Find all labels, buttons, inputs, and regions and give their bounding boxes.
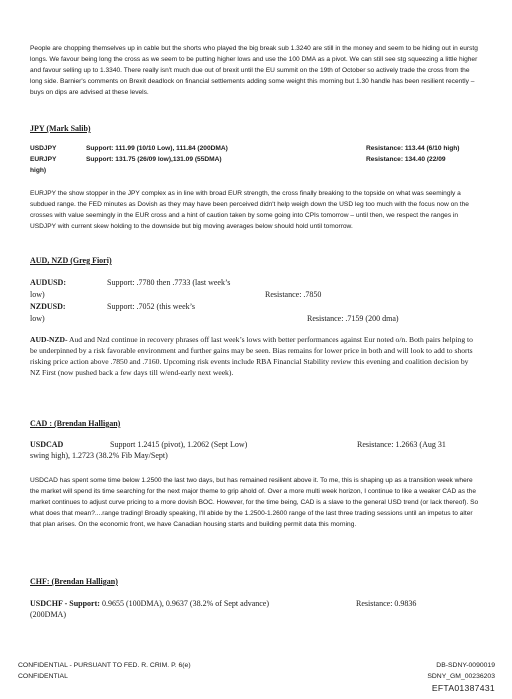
audusd-resistance: Resistance: .7850 bbox=[265, 290, 322, 299]
usdchf-support-wrap: (200DMA) bbox=[30, 610, 66, 619]
usdjpy-support: Support: 111.99 (10/10 Low), 111.84 (200DMA) bbox=[86, 145, 228, 152]
nzdusd-pair-label: NZDUSD: bbox=[30, 302, 66, 311]
footer-bates-sdny: SDNY_GM_00236203 bbox=[427, 673, 495, 680]
usdchf-pair-label: USDCHF - Support: bbox=[30, 599, 100, 608]
nzdusd-support-wrap: low) bbox=[30, 314, 45, 323]
usdcad-support: Support 1.2415 (pivot), 1.2062 (Sept Low) bbox=[110, 440, 248, 449]
usdcad-pair-label: USDCAD bbox=[30, 440, 64, 449]
usdchf-support: 0.9655 (100DMA), 0.9637 (38.2% of Sept advance) bbox=[99, 599, 270, 608]
chf-section-header: CHF: (Brendan Halligan) bbox=[30, 577, 118, 586]
audusd-support: Support: .7780 then .7733 (last week’s bbox=[107, 278, 231, 287]
usdchf-support-line bbox=[30, 599, 269, 608]
intro-paragraph: People are chopping themselves up in cable but the shorts who played the big break sub 1.3240 are still in the money and seem to be hiding out in eurstg longs. We favour being long the cross as we seem to be putting higher lows and use the 100 DMA as a pivot. We can still see stg squeezing a little higher and favour selling up to 1.3340. There really isn't much due out of brexit until the EU summit on the 19th of October so actively trade the cross from the long side. Barnier's comments on Brexit deadlock on financial settlements adding some weight this morning but 1.30 handle has been resilient recently – buys on dips are advised at these levels. bbox=[30, 45, 478, 96]
footer-bates-db: DB-SDNY-0090019 bbox=[436, 662, 495, 669]
aud-nzd-section-header: AUD, NZD (Greg Fiori) bbox=[30, 256, 112, 265]
usdjpy-resistance: Resistance: 113.44 (6/10 high) bbox=[366, 145, 460, 152]
eurjpy-support: Support: 131.75 (26/09 low),131.09 (55DMA) bbox=[86, 156, 222, 163]
audusd-support-wrap: low) bbox=[30, 290, 45, 299]
audusd-pair-label: AUDUSD: bbox=[30, 278, 66, 287]
usdchf-resistance: Resistance: 0.9836 bbox=[356, 599, 417, 608]
eurjpy-pair-label: EURJPY bbox=[30, 156, 57, 163]
jpy-section-header: JPY (Mark Salib) bbox=[30, 124, 91, 133]
footer-confidential-notice: CONFIDENTIAL - PURSUANT TO FED. R. CRIM. P. 6(e) bbox=[18, 662, 191, 669]
jpy-commentary: EURJPY the show stopper in the JPY complex as in line with broad EUR strength, the cross finally breaking to the topside on what was seemingly a subdued range. the FED minutes as Dovish as they may have been perceived didn't help weigh down the USD leg too much with the focus now on the crosses with value seemingly in the EUR cross and a hint of caution taken by some going into CPIs tomorrow – until then, we respect the ranges in USDJPY with current skew holding to the downside but big moving averages below should hold until tomorrow. bbox=[30, 190, 469, 230]
eurjpy-resistance-wrap: high) bbox=[30, 167, 47, 174]
aud-nzd-commentary-lead: AUD-NZD- bbox=[30, 335, 68, 344]
cad-commentary: USDCAD has spent some time below 1.2500 the last two days, but has remained resilient above it. To me, this is shaping up as a transition week where the market will spend its time searching for the next major theme to grip ahold of. Over a more multi week horizon, I continue to like a weaker CAD as the market continues to adjust curve pricing to a more dovish BOC. However, for the time being, CAD is a slave to the general USD trend (or lack thereof). So what does that mean?....range trading! Broadly speaking, I'll abide by the 1.2500-1.2600 range of the last three trading sessions until an impetus to alter that plan arises. On the economic front, we have Canadian housing starts and building permit data this morning. bbox=[30, 477, 479, 528]
footer-bates-efta: EFTA01387431 bbox=[431, 683, 495, 693]
aud-nzd-commentary-body: Aud and Nzd continue in recovery phrases off last week’s lows with better performances against Eur noted o/n. Both pairs helping to be underpinned by a risk favorable environment and further gains may be seen. Bias remains for lower price in both and will look to add to shorts risking price action above .7850 and .7160. Upcoming risk events include RBA Financial Stability review this evening and coalition decision by NZ First (now pushed back a few days till w/end-early next week). bbox=[30, 335, 473, 377]
cad-section-header: CAD : (Brendan Halligan) bbox=[30, 419, 121, 428]
nzdusd-support: Support: .7052 (this week’s bbox=[107, 302, 195, 311]
usdcad-resistance: Resistance: 1.2663 (Aug 31 bbox=[357, 440, 446, 449]
eurjpy-resistance: Resistance: 134.40 (22/09 bbox=[366, 156, 446, 163]
nzdusd-resistance: Resistance: .7159 (200 dma) bbox=[307, 314, 399, 323]
usdjpy-pair-label: USDJPY bbox=[30, 145, 57, 152]
usdcad-resistance-wrap: swing high), 1.2723 (38.2% Fib May/Sept) bbox=[30, 451, 168, 460]
aud-nzd-commentary bbox=[30, 334, 480, 378]
footer-confidential: CONFIDENTIAL bbox=[18, 673, 68, 680]
